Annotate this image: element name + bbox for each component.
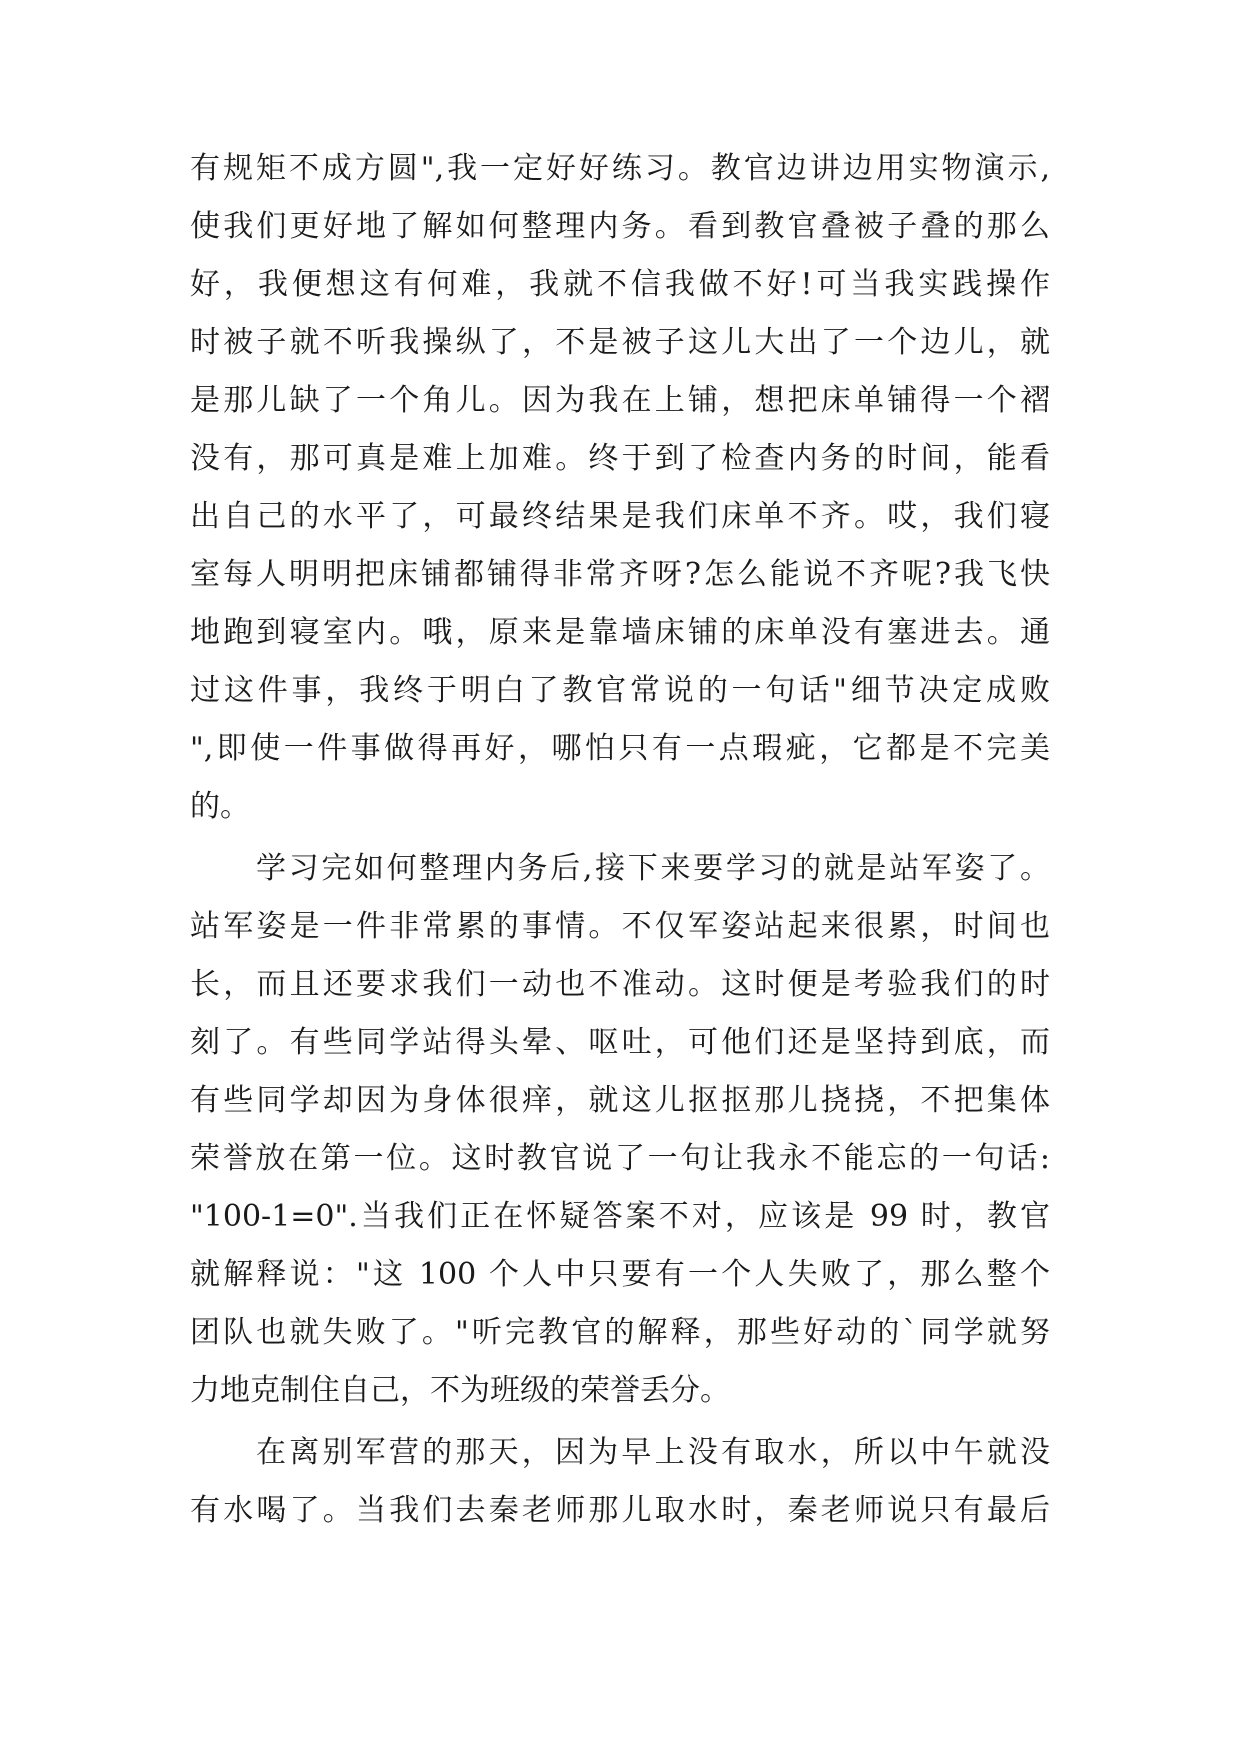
text-line: 有规矩不成方圆",我一定好好练习。教官边讲边用实物演示, — [190, 151, 1050, 186]
text-line: 过这件事，我终于明白了教官常说的一句话"细节决定成败 — [190, 673, 1050, 708]
text-line: 地跑到寝室内。哦，原来是靠墙床铺的床单没有塞进去。通 — [190, 615, 1050, 650]
text-line: 没有，那可真是难上加难。终于到了检查内务的时间，能看 — [190, 441, 1050, 476]
text-line: 使我们更好地了解如何整理内务。看到教官叠被子叠的那么 — [190, 209, 1050, 244]
text-line: 就解释说："这 100 个人中只要有一个人失败了，那么整个 — [190, 1257, 1050, 1292]
text-line: 有水喝了。当我们去秦老师那儿取水时，秦老师说只有最后 — [190, 1493, 1050, 1528]
text-line: 室每人明明把床铺都铺得非常齐呀?怎么能说不齐呢?我飞快 — [190, 557, 1050, 592]
text-line: 有些同学却因为身体很痒，就这儿抠抠那儿挠挠，不把集体 — [190, 1083, 1050, 1118]
text-line: 出自己的水平了，可最终结果是我们床单不齐。哎，我们寝 — [190, 499, 1050, 534]
text-line: 刻了。有些同学站得头晕、呕吐，可他们还是坚持到底，而 — [190, 1025, 1050, 1060]
text-line: 时被子就不听我操纵了，不是被子这儿大出了一个边儿，就 — [190, 325, 1050, 360]
text-line: 力地克制住自己，不为班级的荣誉丢分。 — [190, 1373, 730, 1408]
text-line: 荣誉放在第一位。这时教官说了一句让我永不能忘的一句话: — [190, 1141, 1050, 1176]
text-line: 长，而且还要求我们一动也不准动。这时便是考验我们的时 — [190, 967, 1050, 1002]
text-line: 站军姿是一件非常累的事情。不仅军姿站起来很累，时间也 — [190, 909, 1050, 944]
text-line: 团队也就失败了。"听完教官的解释，那些好动的`同学就努 — [190, 1315, 1050, 1350]
text-line: ",即使一件事做得再好，哪怕只有一点瑕疵，它都是不完美 — [190, 731, 1050, 766]
paragraph-first-line: 学习完如何整理内务后,接下来要学习的就是站军姿了。 — [256, 851, 1050, 886]
text-line: 是那儿缺了一个角儿。因为我在上铺，想把床单铺得一个褶 — [190, 383, 1050, 418]
text-line: 的。 — [190, 789, 250, 824]
paragraph-first-line: 在离别军营的那天，因为早上没有取水，所以中午就没 — [256, 1435, 1050, 1470]
text-line: 好，我便想这有何难，我就不信我做不好!可当我实践操作 — [190, 267, 1050, 302]
text-line: "100-1=0".当我们正在怀疑答案不对，应该是 99 时，教官 — [190, 1199, 1050, 1234]
